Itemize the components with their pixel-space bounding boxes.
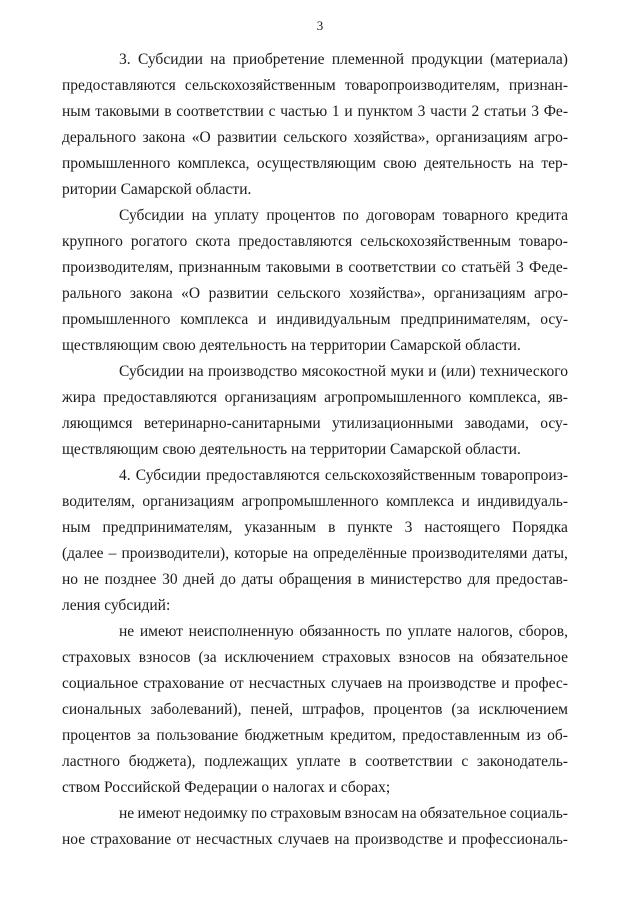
- text-line: Субсидии на уплату процентов по договорам товарного кредита: [119, 207, 568, 224]
- text-line: но не позднее 30 дней до даты обращения в министерство для предостав-: [62, 571, 568, 588]
- text-line: процентов за пользование бюджетным кредитом, предоставленным из об-: [62, 727, 568, 744]
- text-line: не имеют неисполненную обязанность по уплате налогов, сборов,: [119, 623, 568, 640]
- text-line: промышленного комплекса и индивидуальным предпринимателям, осу-: [62, 311, 568, 328]
- text-line: ством Российской Федерации о налогах и сборах;: [62, 779, 391, 796]
- text-line: дерального закона «О развитии сельского хозяйства», организациям агро-: [62, 129, 568, 146]
- text-line: водителям, организациям агропромышленного комплекса и индивидуаль-: [62, 493, 568, 510]
- text-line: жира предоставляются организациям агропромышленного комплекса, яв-: [62, 389, 568, 406]
- text-line: сиональных заболеваний), пеней, штрафов, процентов (за исключением: [62, 701, 568, 718]
- text-line: предоставляются сельскохозяйственным товаропроизводителям, признан-: [62, 77, 568, 94]
- text-line: промышленного комплекса, осуществляющим свою деятельность на тер-: [62, 155, 568, 172]
- text-line: страховых взносов (за исключением страховых взносов на обязательное: [62, 649, 568, 666]
- text-line: ное страхование от несчастных случаев на производстве и профессиональ-: [62, 831, 568, 848]
- text-line: ществляющим свою деятельность на территории Самарской области.: [62, 337, 521, 354]
- text-line: ществляющим свою деятельность на территории Самарской области.: [62, 441, 521, 458]
- text-line: ным таковыми в соответствии с частью 1 и пунктом 3 части 2 статьи 3 Фе-: [62, 103, 568, 120]
- text-line: ным предпринимателям, указанным в пункте 3 настоящего Порядка: [62, 519, 568, 536]
- text-line: Субсидии на производство мясокостной муки и (или) технического: [119, 363, 568, 380]
- text-line: (далее – производители), которые на определённые производителями даты,: [62, 545, 568, 562]
- text-line: социальное страхование от несчастных случаев на производстве и профес-: [62, 675, 568, 692]
- document-body: [62, 47, 568, 853]
- text-line: крупного рогатого скота предоставляются сельскохозяйственным товаро-: [62, 233, 568, 250]
- page-number: 3: [316, 18, 324, 33]
- text-line: рального закона «О развитии сельского хозяйства», организациям агро-: [62, 285, 568, 302]
- text-line: ритории Самарской области.: [62, 181, 252, 198]
- text-line: 4. Субсидии предоставляются сельскохозяйственным товаропроиз-: [119, 467, 568, 484]
- text-line: ляющимся ветеринарно-санитарными утилизационными заводами, осу-: [62, 415, 568, 432]
- text-line: не имеют недоимку по страховым взносам на обязательное социаль-: [119, 805, 568, 822]
- text-line: ления субсидий:: [62, 597, 171, 614]
- text-line: 3. Субсидии на приобретение племенной продукции (материала): [119, 51, 568, 68]
- text-line: производителям, признанным таковыми в соответствии со статьёй 3 Феде-: [62, 259, 568, 276]
- text-line: ластного бюджета), подлежащих уплате в соответствии с законодатель-: [62, 753, 568, 770]
